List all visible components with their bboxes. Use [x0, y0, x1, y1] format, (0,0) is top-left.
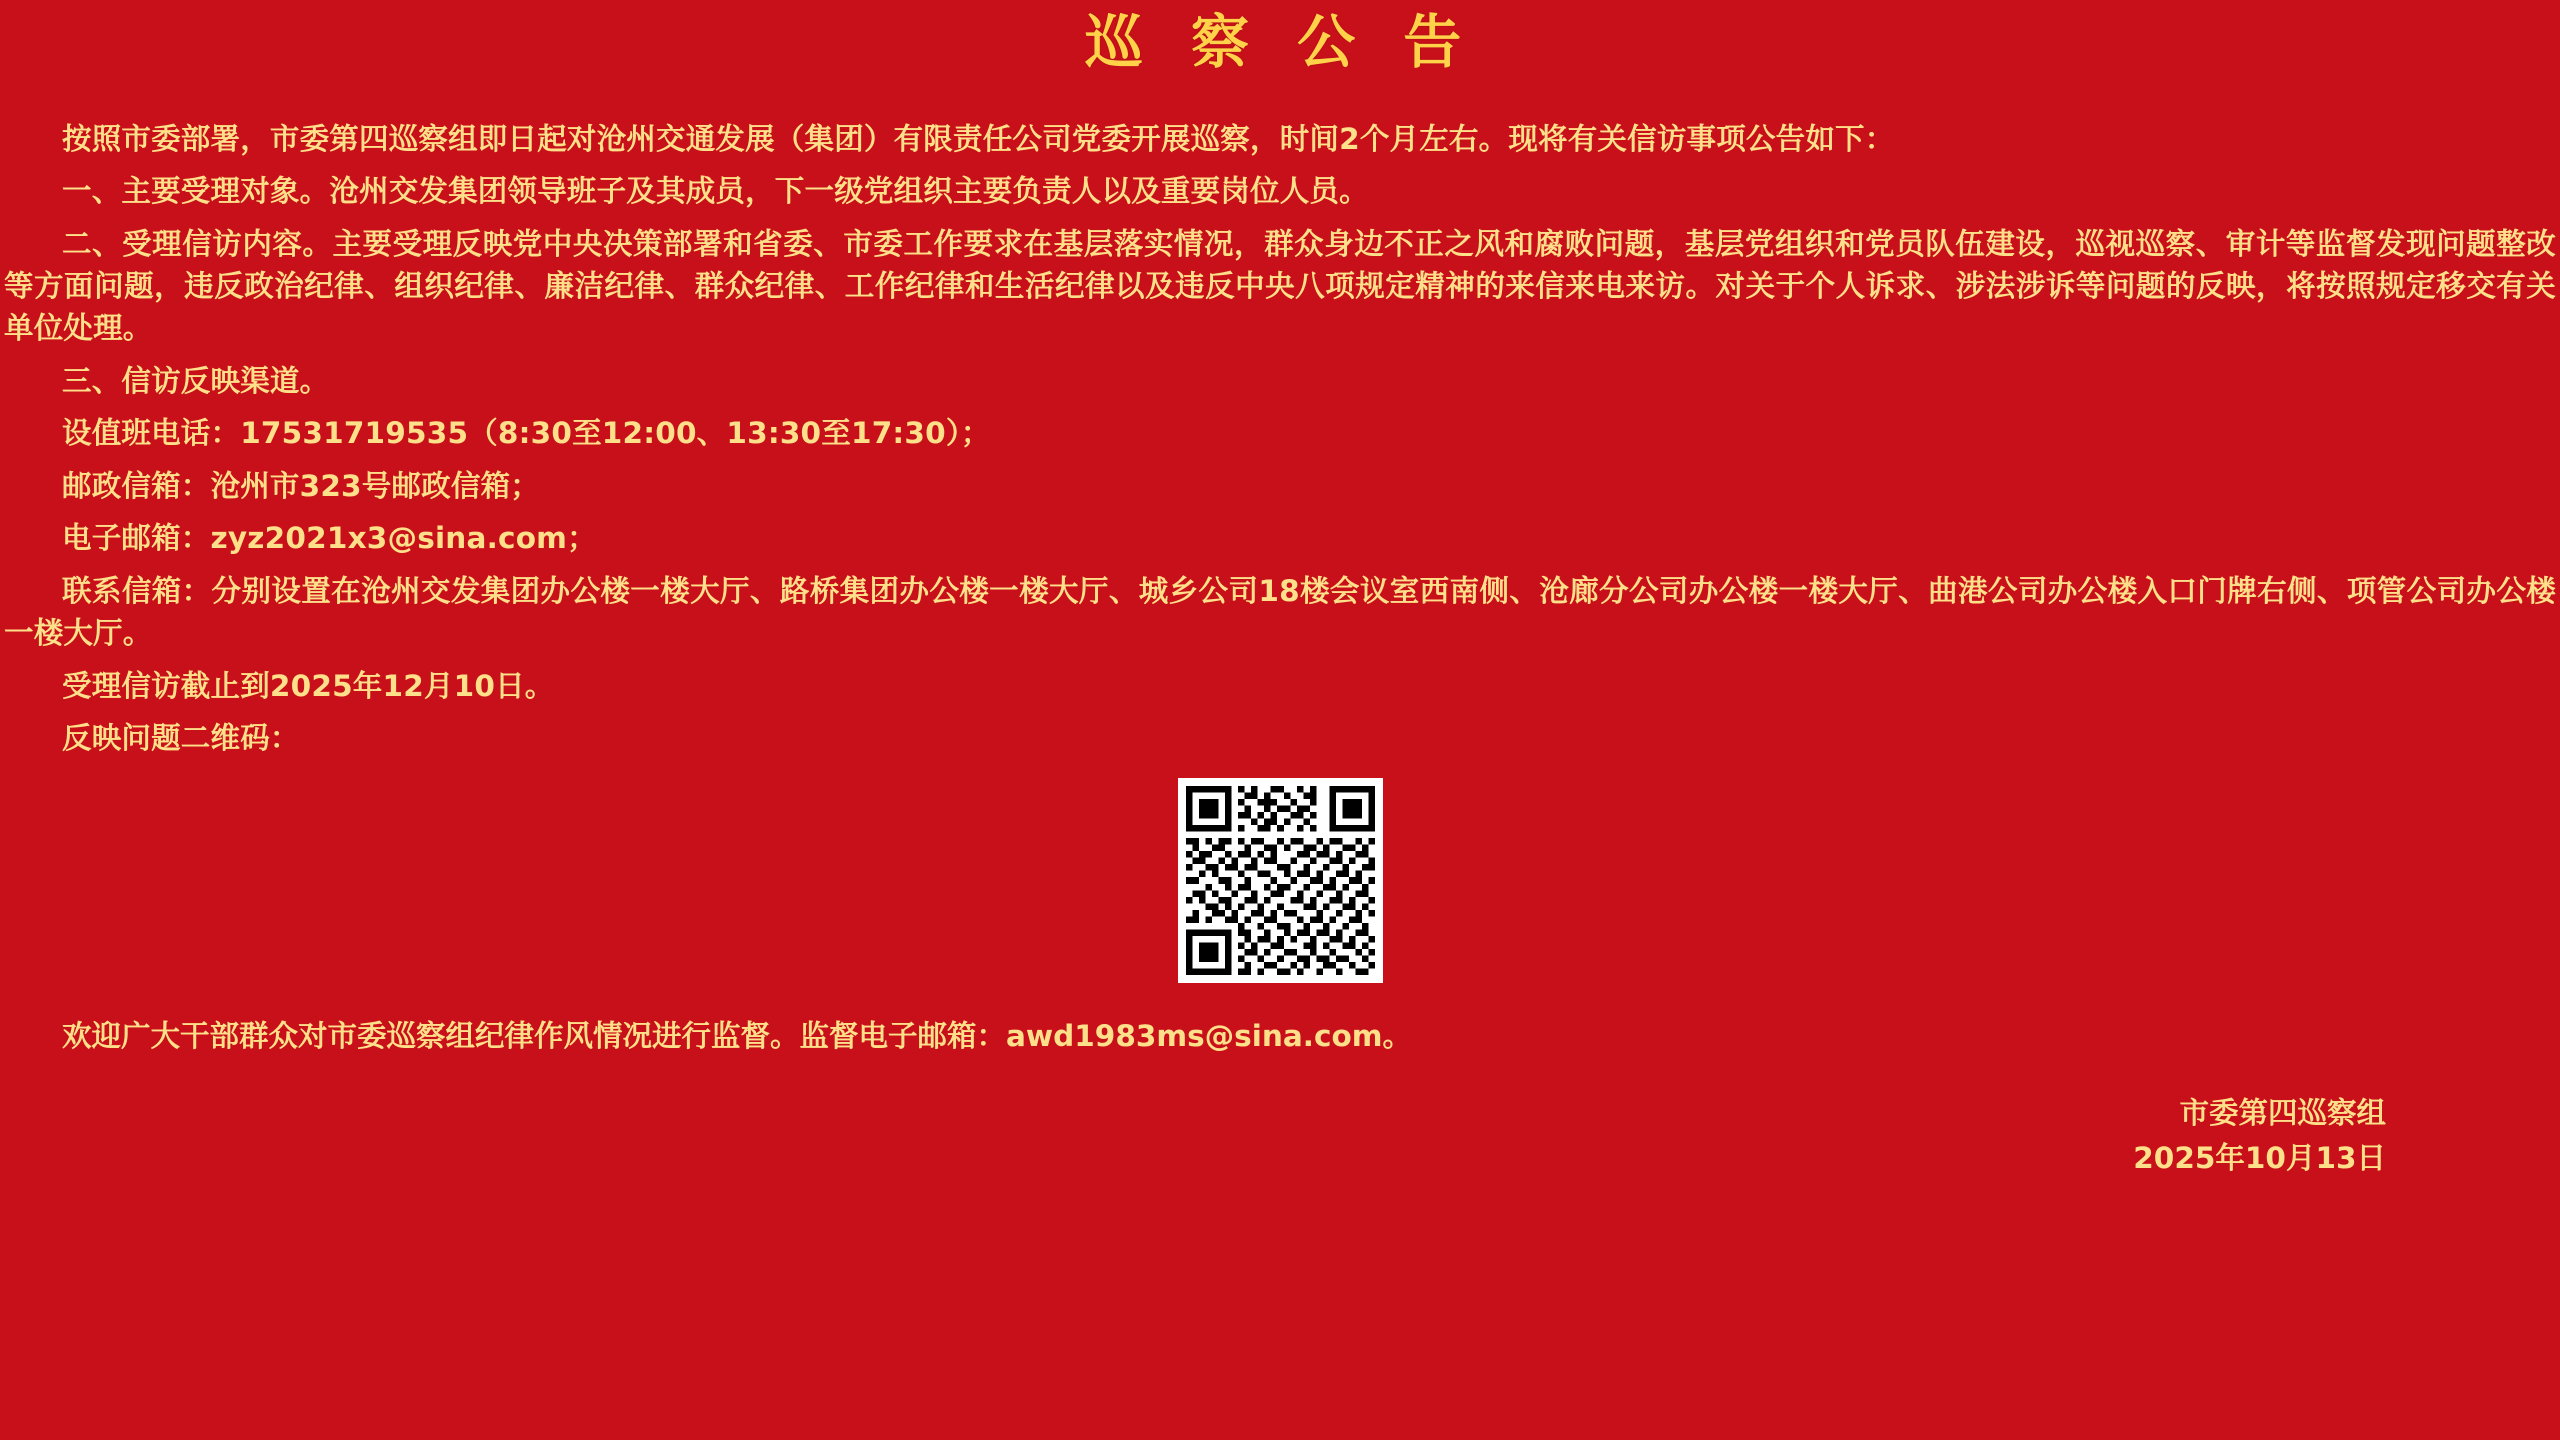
paragraph-email: 电子邮箱：zyz2021x3@sina.com；	[62, 521, 597, 556]
issuing-authority: 市委第四巡察组	[2179, 1095, 2386, 1130]
paragraph-postal-box: 邮政信箱：沧州市323号邮政信箱；	[62, 468, 540, 503]
paragraph-duty-phone: 设值班电话：17531719535（8:30至12:00、13:30至17:30）；	[62, 416, 991, 451]
paragraph-section-one: 一、主要受理对象。沧州交发集团领导班子及其成员，下一级党组织主要负责人以及重要岗位人员。	[62, 174, 1369, 209]
announcement-body	[0, 78, 2560, 1177]
paragraph-intro: 按照市委部署，市委第四巡察组即日起对沧州交通发展（集团）有限责任公司党委开展巡察，时间2个月左右。现将有关信访事项公告如下：	[62, 121, 1895, 156]
paragraph-section-two: 二、受理信访内容。主要受理反映党中央决策部署和省委、市委工作要求在基层落实情况，群众身边不正之风和腐败问题，基层党组织和党员队伍建设，巡视巡察、审计等监督发现问题整改等方面问题，违反政治纪律、组织纪律、廉洁纪律、群众纪律、工作纪律和生活纪律以及违反中央八项规定精神的来信来电来访。对关于个人诉求、涉法涉诉等问题的反映，将按照规定移交有关单位处理。	[4, 226, 2556, 346]
page-title: 巡 察 公 告	[1084, 8, 1476, 76]
qr-code-icon	[1178, 778, 1383, 983]
supervision-note: 欢迎广大干部群众对市委巡察组纪律作风情况进行监督。监督电子邮箱：awd1983ms@sina.com。	[62, 1018, 1412, 1053]
issue-date: 2025年10月13日	[2133, 1140, 2386, 1175]
paragraph-qr-label: 反映问题二维码：	[62, 721, 300, 756]
paragraph-contact-boxes: 联系信箱：分别设置在沧州交发集团办公楼一楼大厅、路桥集团办公楼一楼大厅、城乡公司18楼会议室西南侧、沧廊分公司办公楼一楼大厅、曲港公司办公楼入口门牌右侧、项管公司办公楼一楼大厅。	[4, 573, 2556, 651]
qr-code-container	[4, 778, 2556, 983]
paragraph-deadline: 受理信访截止到2025年12月10日。	[62, 668, 555, 703]
paragraph-section-three: 三、信访反映渠道。	[62, 363, 330, 398]
